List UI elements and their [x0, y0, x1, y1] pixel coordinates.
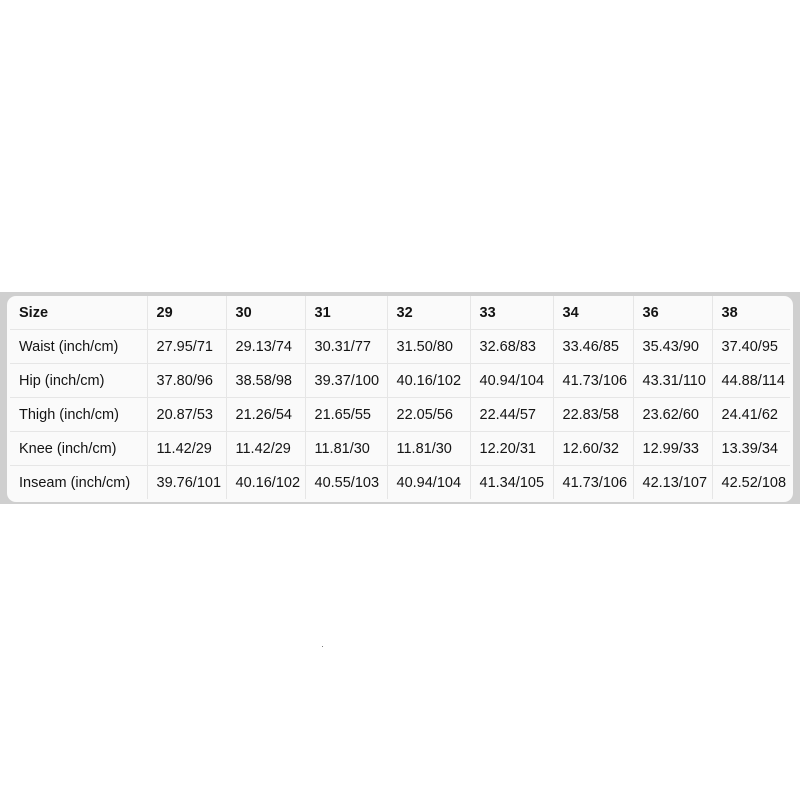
size-header-cell: 32 [387, 296, 470, 330]
size-header-cell: 33 [470, 296, 553, 330]
measurement-cell: 40.16/102 [387, 364, 470, 398]
measurement-cell: 37.80/96 [147, 364, 226, 398]
table-row [10, 364, 790, 398]
measurement-cell: 38.58/98 [226, 364, 305, 398]
size-header-cell: 31 [305, 296, 387, 330]
measurement-cell: 40.94/104 [387, 466, 470, 500]
row-label: Waist (inch/cm) [10, 330, 147, 364]
measurement-cell: 20.87/53 [147, 398, 226, 432]
measurement-cell: 12.60/32 [553, 432, 633, 466]
size-chart-card [7, 296, 793, 502]
measurement-cell: 11.42/29 [226, 432, 305, 466]
measurement-cell: 12.99/33 [633, 432, 712, 466]
measurement-cell: 37.40/95 [712, 330, 790, 364]
measurement-cell: 23.62/60 [633, 398, 712, 432]
table-row [10, 466, 790, 500]
row-label: Thigh (inch/cm) [10, 398, 147, 432]
size-header-cell: 34 [553, 296, 633, 330]
row-label: Hip (inch/cm) [10, 364, 147, 398]
measurement-cell: 35.43/90 [633, 330, 712, 364]
row-label: Knee (inch/cm) [10, 432, 147, 466]
stray-dot [322, 646, 323, 647]
measurement-cell: 40.94/104 [470, 364, 553, 398]
measurement-cell: 39.76/101 [147, 466, 226, 500]
measurement-cell: 32.68/83 [470, 330, 553, 364]
measurement-cell: 11.81/30 [387, 432, 470, 466]
measurement-cell: 33.46/85 [553, 330, 633, 364]
measurement-cell: 12.20/31 [470, 432, 553, 466]
size-header-label: Size [10, 296, 147, 330]
size-header-cell: 30 [226, 296, 305, 330]
measurement-cell: 42.13/107 [633, 466, 712, 500]
row-label: Inseam (inch/cm) [19, 474, 131, 491]
measurement-cell: 29.13/74 [226, 330, 305, 364]
size-chart-table [10, 296, 790, 499]
measurement-cell: 22.83/58 [553, 398, 633, 432]
measurement-cell: 31.50/80 [387, 330, 470, 364]
measurement-cell: 41.73/106 [553, 364, 633, 398]
measurement-cell: 30.31/77 [305, 330, 387, 364]
table-row [10, 398, 790, 432]
measurement-cell: 40.55/103 [305, 466, 387, 500]
measurement-cell: 22.44/57 [470, 398, 553, 432]
measurement-cell: 21.65/55 [305, 398, 387, 432]
size-header-cell: 36 [633, 296, 712, 330]
measurement-cell: 27.95/71 [147, 330, 226, 364]
measurement-cell: 41.73/106 [553, 466, 633, 500]
measurement-cell: 41.34/105 [470, 466, 553, 500]
measurement-cell: 22.05/56 [387, 398, 470, 432]
measurement-cell: 13.39/34 [712, 432, 790, 466]
table-row [10, 432, 790, 466]
measurement-cell: 39.37/100 [305, 364, 387, 398]
measurement-cell: 11.42/29 [147, 432, 226, 466]
size-header-cell: 38 [712, 296, 790, 330]
table-row [10, 330, 790, 364]
measurement-cell: 44.88/114 [712, 364, 790, 398]
measurement-cell: 40.16/102 [226, 466, 305, 500]
measurement-cell: 42.52/108 [712, 466, 790, 500]
header-row [10, 296, 790, 330]
measurement-cell: 11.81/30 [305, 432, 387, 466]
measurement-cell: 43.31/110 [633, 364, 712, 398]
measurement-cell: 24.41/62 [712, 398, 790, 432]
size-header-cell: 29 [147, 296, 226, 330]
measurement-cell: 21.26/54 [226, 398, 305, 432]
